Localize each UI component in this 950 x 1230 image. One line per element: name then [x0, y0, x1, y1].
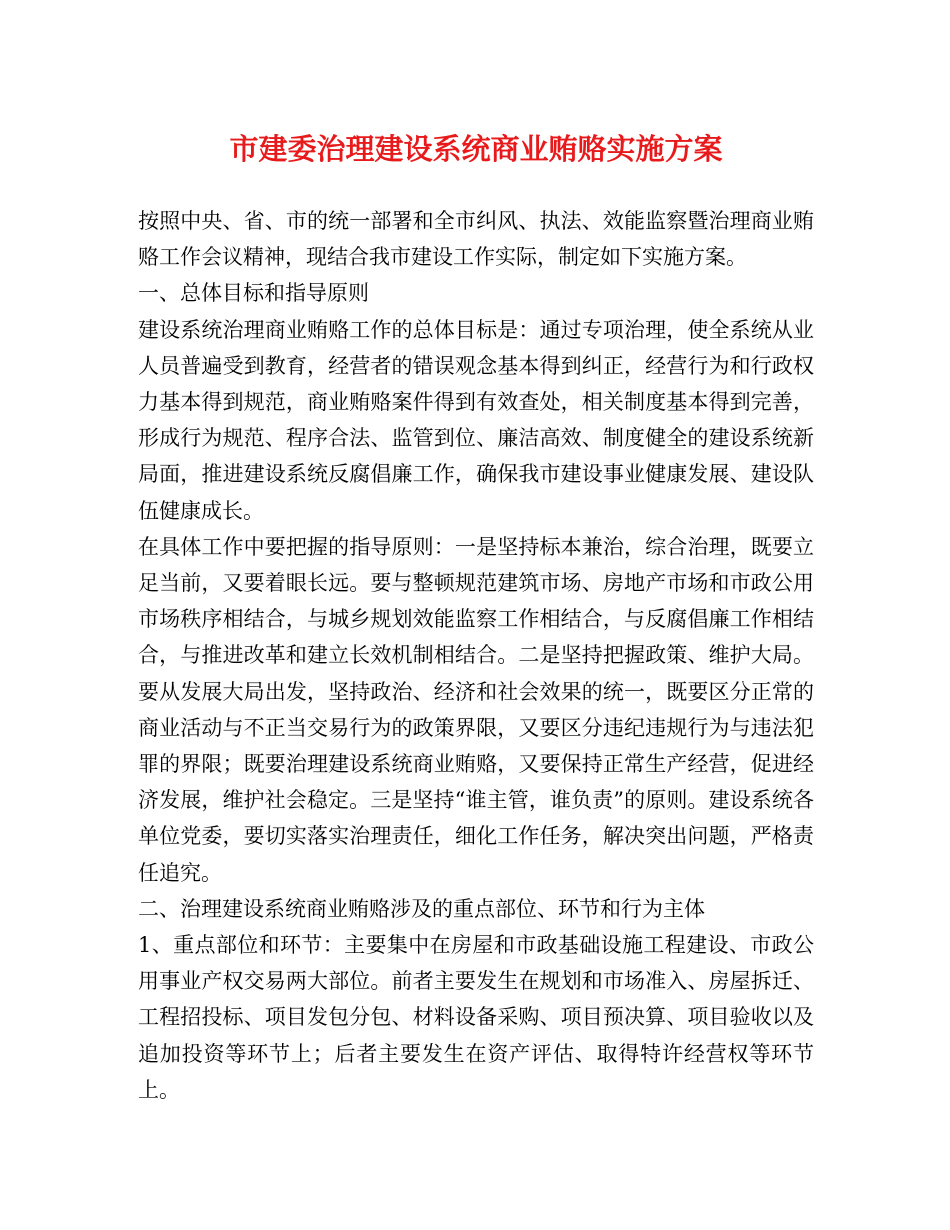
paragraph-overall-goal: 建设系统治理商业贿赂工作的总体目标是：通过专项治理，使全系统从业人员普遍受到教育，经营者的错误观念基本得到纠正，经营行为和行政权力基本得到规范，商业贿赂案件得到有效查处，相关制度基本得到完善，形成行为规范、程序合法、监管到位、廉洁高效、制度健全的建设系统新局面，推进建设系统反腐倡廉工作，确保我市建设事业健康发展、建设队伍健康成长。 [138, 317, 814, 523]
paragraph-intro: 按照中央、省、市的统一部署和全市纠风、执法、效能监察暨治理商业贿赂工作会议精神，现结合我市建设工作实际，制定如下实施方案。 [138, 209, 814, 270]
paragraph-guiding-principles: 在具体工作中要把握的指导原则：一是坚持标本兼治，综合治理，既要立足当前，又要着眼长远。要与整顿规范建筑市场、房地产市场和市政公用市场秩序相结合，与城乡规划效能监察工作相结合，与反腐倡廉工作相结合，与推进改革和建立长效机制相结合。二是坚持把握政策、维护大局。要从发展大局出发，坚持政治、经济和社会效果的统一，既要区分正常的商业活动与不正当交易行为的政策界限，又要区分违纪违规行为与违法犯罪的界限；既要治理建设系统商业贿赂，又要保持正常生产经营，促进经济发展，维护社会稳定。三是坚持“谁主管，谁负责”的原则。建设系统各单位党委，要切实落实治理责任，细化工作任务，解决突出问题，严格责任追究。 [138, 534, 814, 885]
document-body [138, 203, 814, 1108]
section-heading-2: 二、治理建设系统商业贿赂涉及的重点部位、环节和行为主体 [138, 896, 705, 921]
paragraph-key-areas: 1、重点部位和环节：主要集中在房屋和市政基础设施工程建设、市政公用事业产权交易两大部位。前者主要发生在规划和市场准入、房屋拆迁、工程招投标、项目发包分包、材料设备采购、项目预决算、项目验收以及追加投资等环节上；后者主要发生在资产评估、取得特许经营权等环节上。 [138, 933, 814, 1102]
document-title: 市建委治理建设系统商业贿赂实施方案 [229, 132, 723, 166]
section-heading-1: 一、总体目标和指导原则 [138, 281, 369, 306]
document-page [138, 0, 814, 1230]
